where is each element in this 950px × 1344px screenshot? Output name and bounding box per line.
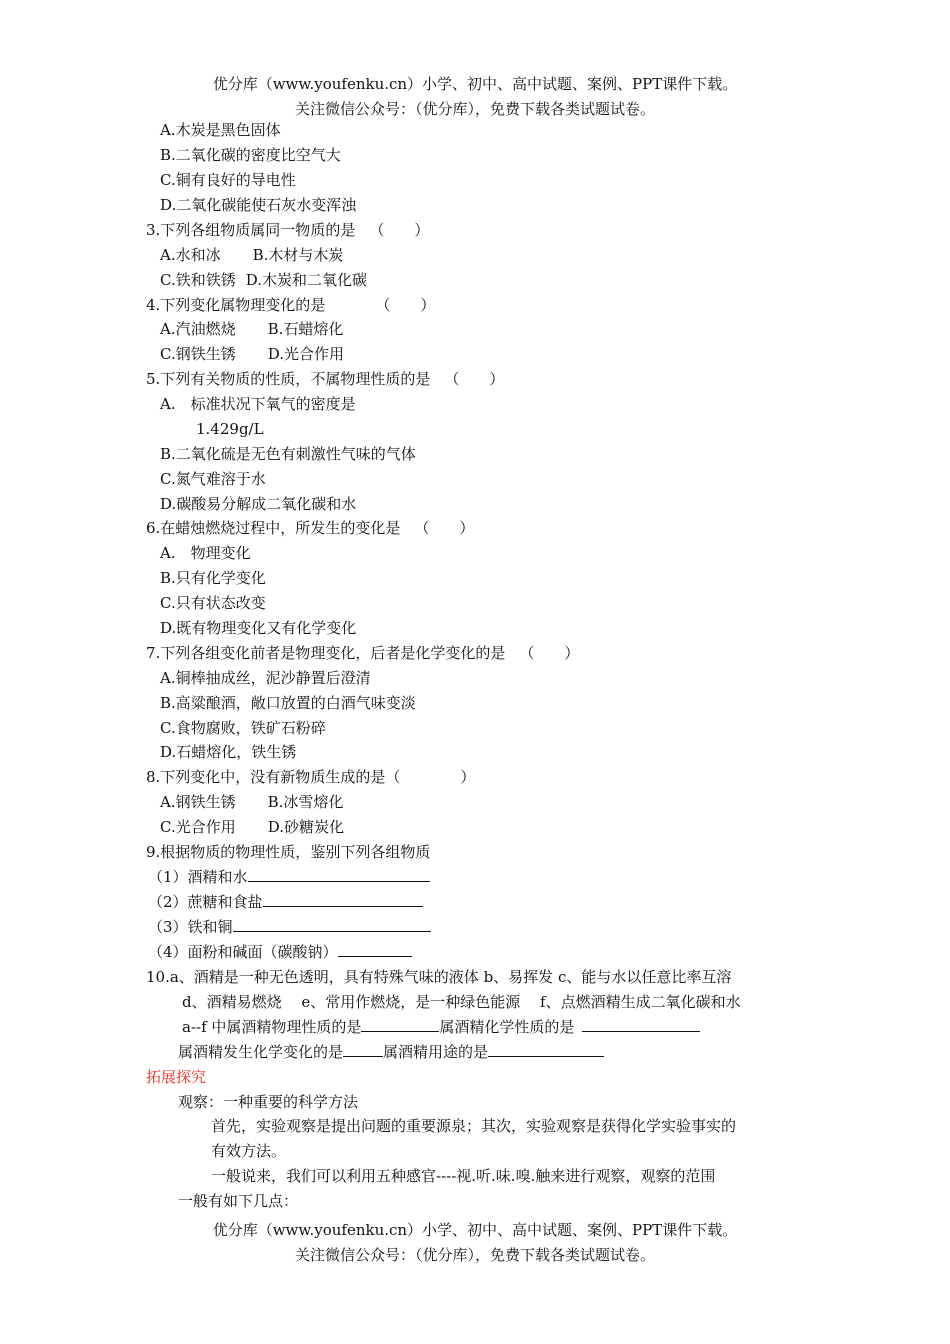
q2-option-d: D.二氧化碳能使石灰水变浑浊	[160, 196, 357, 214]
q4-option-c: C.钢铁生锈	[160, 345, 236, 363]
q7-option-b: B.高粱酿酒，敞口放置的白酒气味变淡	[160, 694, 416, 712]
extension-subtitle: 观察：一种重要的科学方法	[178, 1093, 359, 1111]
q10-use-label: 属酒精用途的是	[383, 1043, 489, 1061]
header-line-2: 关注微信公众号：（优分库），免费下载各类试题试卷。	[294, 100, 655, 118]
question-3-paren: （ ）	[369, 221, 430, 239]
q4-option-a: A.汽油燃烧	[160, 320, 236, 338]
header-line-1: 优分库（www.youfenku.cn）小学、初中、高中试题、案例、PPT课件下载。	[212, 75, 738, 93]
question-7-stem: 7.下列各组变化前者是物理变化，后者是化学变化的是	[146, 644, 506, 662]
question-4-stem: 4.下列变化属物理变化的是	[146, 296, 326, 314]
q10-line-1: 10.a、酒精是一种无色透明，具有特殊气味的液体 b、易挥发 c、能与水以任意比率互溶	[146, 968, 732, 986]
answer-blank[interactable]	[248, 866, 430, 882]
q5-option-c: C.氮气难溶于水	[160, 470, 266, 488]
q10-chemical-label: 属酒精化学性质的是	[439, 1018, 575, 1036]
q3-option-b: B.木材与木炭	[252, 246, 344, 264]
q9-item-1	[148, 866, 430, 888]
q5-option-b: B.二氧化硫是无色有刺激性气味的气体	[160, 445, 416, 463]
footer-line-1: 优分库（www.youfenku.cn）小学、初中、高中试题、案例、PPT课件下载。	[212, 1221, 738, 1239]
extension-section-title: 拓展探究	[146, 1068, 207, 1086]
q9-item-3	[148, 916, 431, 938]
question-5-stem: 5.下列有关物质的性质，不属物理性质的是	[146, 370, 431, 388]
question-7-paren: （ ）	[519, 644, 580, 662]
q8-option-a: A.钢铁生锈	[160, 793, 236, 811]
q7-option-a: A.铜棒抽成丝，泥沙静置后澄清	[160, 669, 371, 687]
q8-option-b: B.冰雪熔化	[267, 793, 344, 811]
question-4-paren: （ ）	[375, 296, 436, 314]
q10-line-2: d、酒精易燃烧 e、常用作燃烧，是一种绿色能源 f、点燃酒精生成二氧化碳和水	[182, 993, 741, 1011]
q9-item-4-label: （4）面粉和碱面（碳酸钠）	[148, 943, 338, 961]
answer-blank[interactable]	[488, 1041, 604, 1057]
question-4-row-1	[160, 318, 343, 340]
q9-item-2-label: （2）蔗糖和食盐	[148, 893, 263, 911]
question-6	[146, 517, 474, 539]
question-3	[146, 219, 429, 241]
extension-paragraph-1-line-2: 有效方法。	[211, 1142, 287, 1160]
question-8-stem: 8.下列变化中，没有新物质生成的是（ ）	[146, 768, 476, 786]
q9-item-3-label: （3）铁和铜	[148, 918, 233, 936]
q7-option-d: D.石蜡熔化，铁生锈	[160, 743, 297, 761]
q5-option-a-continued: 1.429g/L	[196, 420, 264, 438]
q6-option-c: C.只有状态改变	[160, 594, 266, 612]
q5-option-a: A. 标准状况下氧气的密度是	[160, 395, 356, 413]
q6-option-d: D.既有物理变化又有化学变化	[160, 619, 357, 637]
question-9-stem: 9.根据物质的物理性质，鉴别下列各组物质	[146, 843, 431, 861]
q9-item-1-label: （1）酒精和水	[148, 868, 248, 886]
q10-physical-label: a--f 中属酒精物理性质的是	[182, 1018, 362, 1036]
q3-option-c: C.铁和铁锈	[160, 271, 236, 289]
question-6-stem: 6.在蜡烛燃烧过程中，所发生的变化是	[146, 519, 401, 537]
extension-paragraph-2-line-2: 一般有如下几点：	[178, 1192, 299, 1210]
footer-line-2: 关注微信公众号：（优分库），免费下载各类试题试卷。	[294, 1246, 655, 1264]
q3-option-d: D.木炭和二氧化碳	[245, 271, 367, 289]
q9-item-4	[148, 941, 412, 963]
q8-option-d: D.砂糖炭化	[267, 818, 344, 836]
q8-option-c: C.光合作用	[160, 818, 236, 836]
q6-option-b: B.只有化学变化	[160, 569, 266, 587]
answer-blank[interactable]	[233, 916, 431, 932]
answer-blank[interactable]	[361, 1016, 439, 1032]
question-3-row-1	[160, 244, 343, 266]
extension-paragraph-2-line-1: 一般说来，我们可以利用五种感官----视.听.味.嗅.触来进行观察，观察的范围	[211, 1167, 716, 1185]
q10-line-3	[182, 1016, 700, 1038]
q5-option-d: D.碳酸易分解成二氧化碳和水	[160, 495, 357, 513]
q9-item-2	[148, 891, 423, 913]
extension-paragraph-1-line-1: 首先，实验观察是提出问题的重要源泉；其次，实验观察是获得化学实验事实的	[211, 1117, 737, 1135]
question-3-stem: 3.下列各组物质属同一物质的是	[146, 221, 356, 239]
q2-option-c: C.铜有良好的导电性	[160, 171, 296, 189]
answer-blank[interactable]	[582, 1016, 700, 1032]
question-6-paren: （ ）	[414, 519, 475, 537]
q7-option-c: C.食物腐败，铁矿石粉碎	[160, 719, 326, 737]
question-4	[146, 294, 435, 316]
question-3-row-2	[160, 269, 367, 291]
question-4-row-2	[160, 343, 344, 365]
q6-option-a: A. 物理变化	[160, 544, 251, 562]
question-5-paren: （ ）	[444, 370, 505, 388]
q4-option-b: B.石蜡熔化	[267, 320, 344, 338]
question-8-row-2	[160, 816, 344, 838]
answer-blank[interactable]	[343, 1041, 383, 1057]
q2-option-a: A.木炭是黑色固体	[160, 121, 281, 139]
q3-option-a: A.水和冰	[160, 246, 221, 264]
q2-option-b: B.二氧化碳的密度比空气大	[160, 146, 341, 164]
question-8-row-1	[160, 791, 343, 813]
question-7	[146, 642, 579, 664]
q10-line-4	[178, 1041, 604, 1063]
answer-blank[interactable]	[263, 891, 423, 907]
q4-option-d: D.光合作用	[267, 345, 344, 363]
q10-chemical-change-label: 属酒精发生化学变化的是	[178, 1043, 344, 1061]
question-5	[146, 368, 504, 390]
answer-blank[interactable]	[338, 941, 412, 957]
